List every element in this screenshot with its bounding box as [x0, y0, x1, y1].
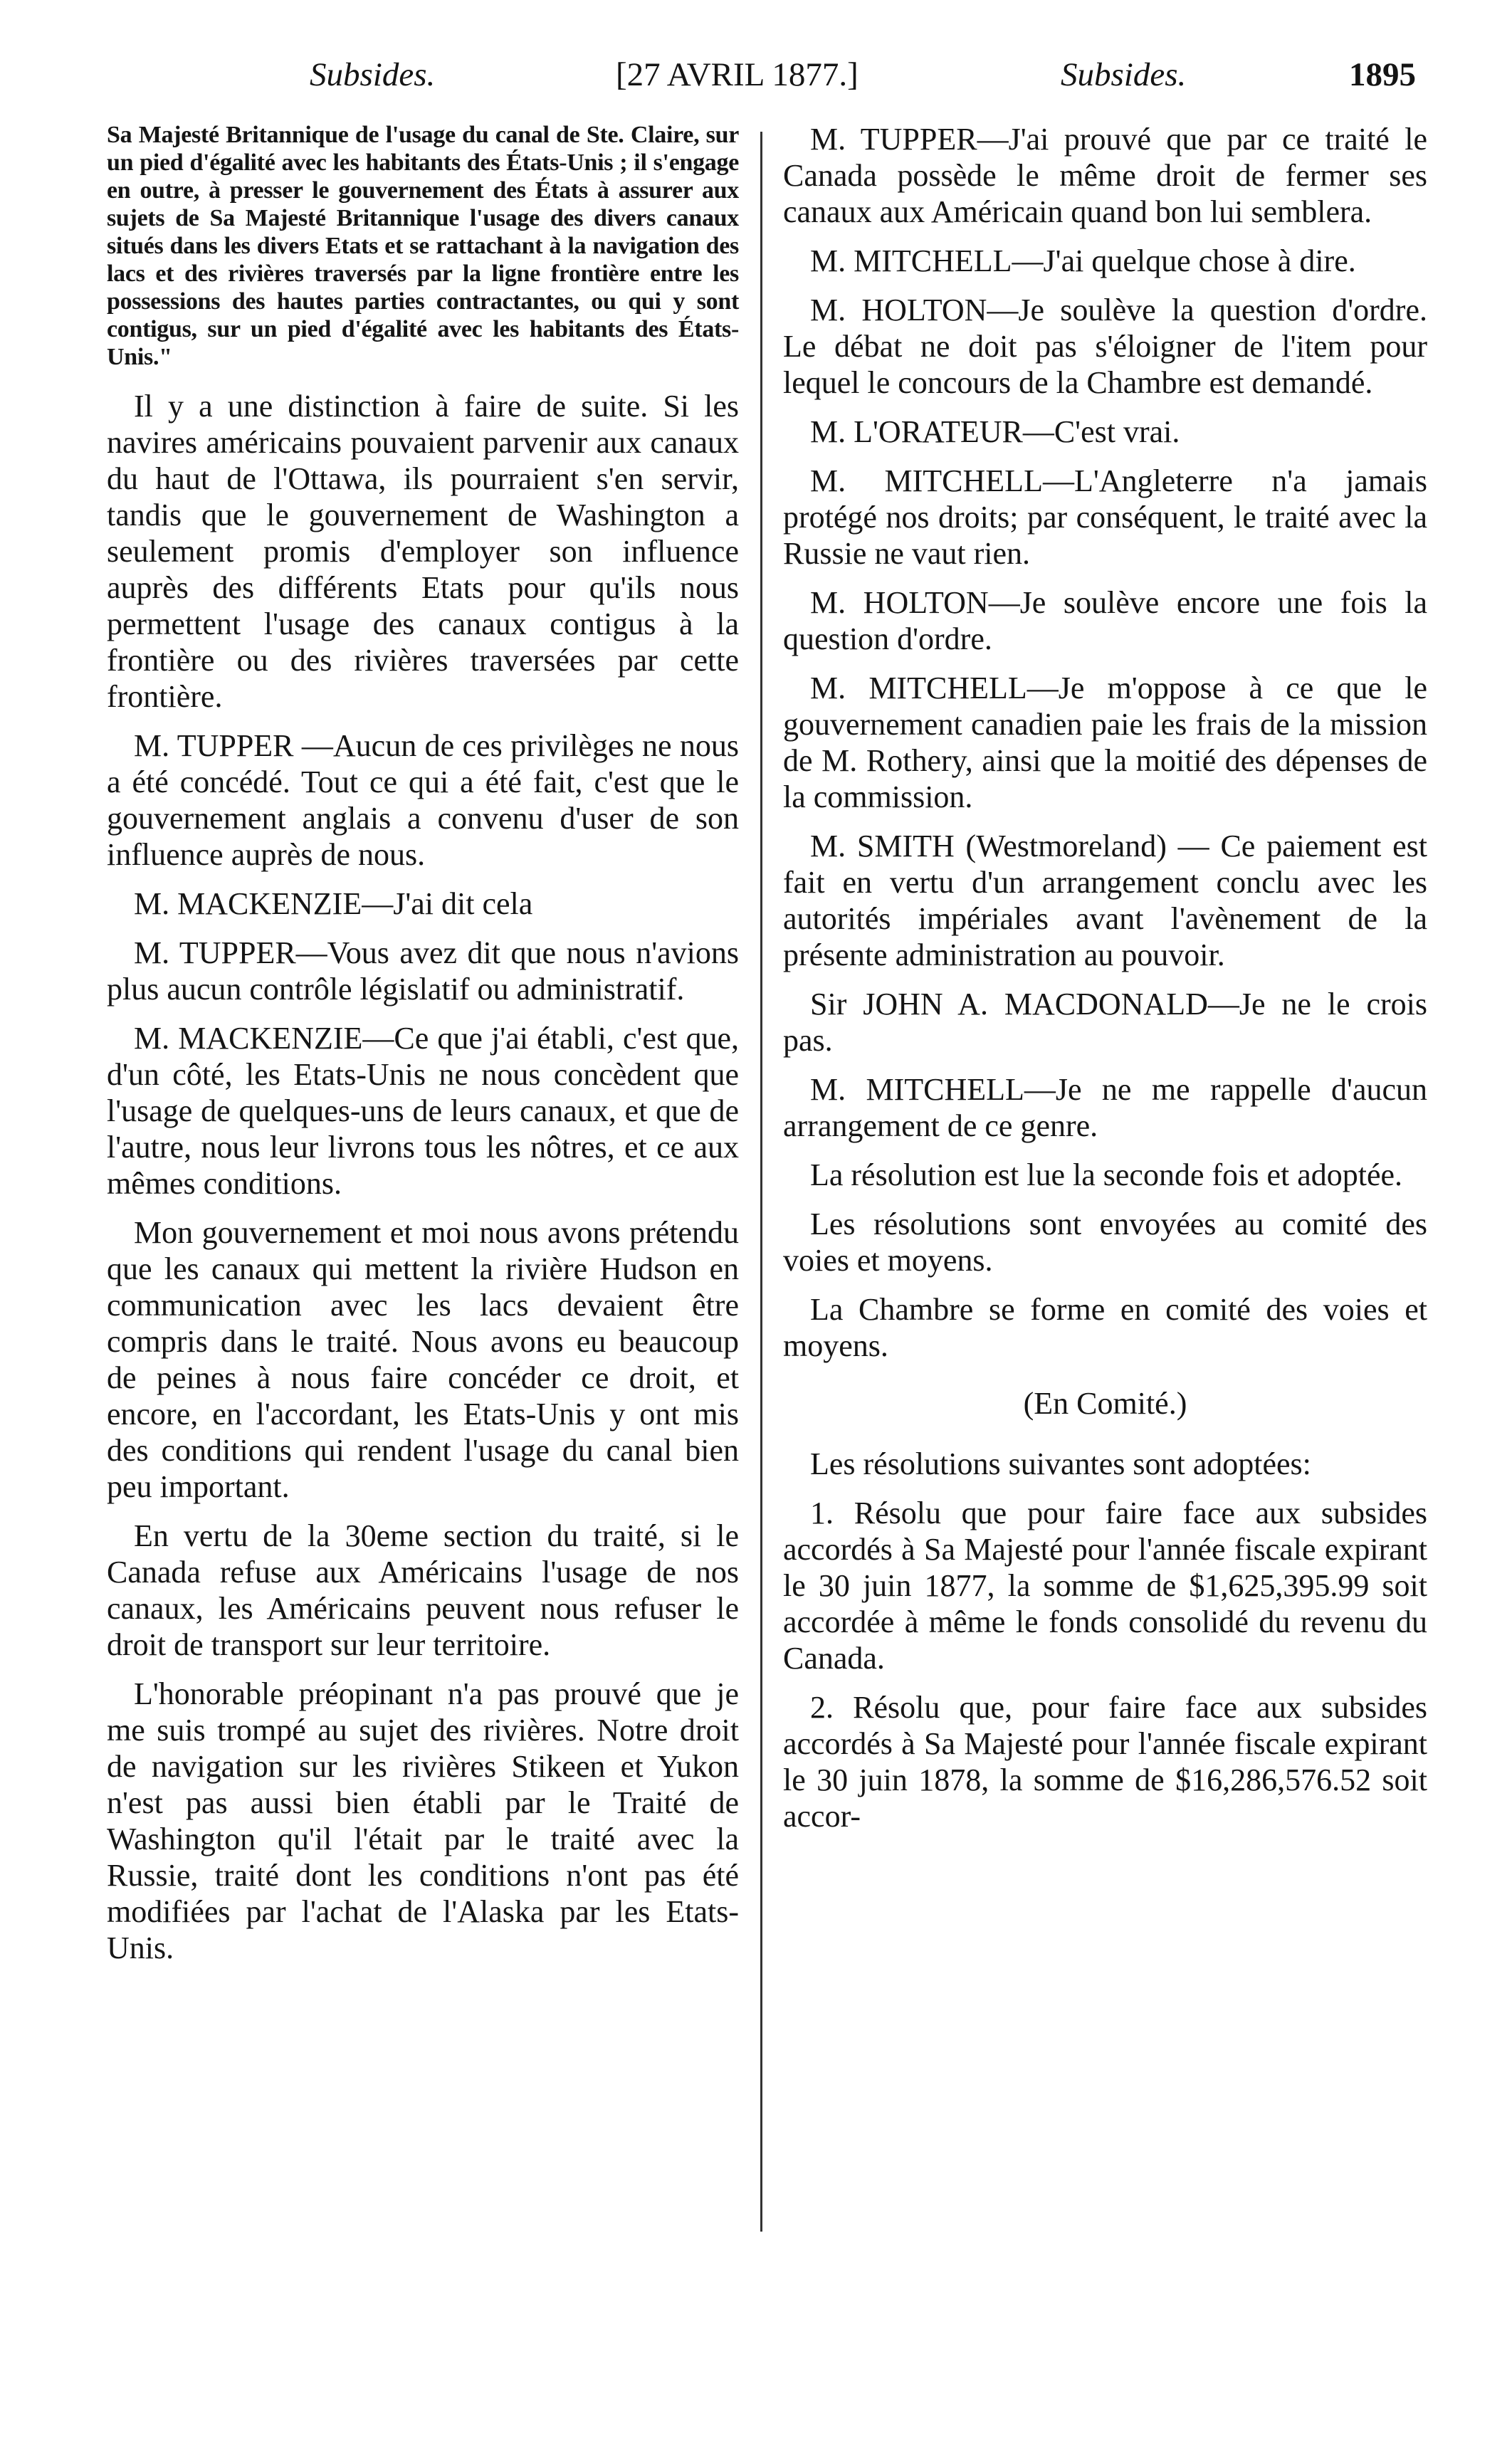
paragraph: M. MITCHELL—L'Angleterre n'a jamais protégé nos droits; par conséquent, le traité avec la Russie ne vaut rien. [783, 463, 1427, 571]
paragraph: M. TUPPER—Vous avez dit que nous n'avions plus aucun contrôle législatif ou administratif. [107, 935, 739, 1007]
paragraph: En vertu de la 30eme section du traité, si le Canada refuse aux Américains l'usage de nos canaux, les Américains peuvent nous refuser le droit de transport sur leur territoire. [107, 1518, 739, 1662]
right-column [783, 121, 1427, 1847]
paragraph: M. MACKENZIE—J'ai dit cela [134, 886, 533, 921]
paragraph: M. L'ORATEUR—C'est vrai. [810, 414, 1180, 449]
paragraph: Les résolutions sont envoyées au comité des voies et moyens. [783, 1207, 1427, 1278]
paragraph: M. MACKENZIE—Ce que j'ai établi, c'est que, d'un côté, les Etats-Unis ne nous concèdent que l'usage de quelques-uns de leurs canaux, et que de l'autre, nous leur livrons tous les nôtres, et ce aux mêmes conditions. [107, 1021, 739, 1201]
header-right-title: Subsides. [1061, 56, 1187, 93]
paragraph: M. MITCHELL—Je ne me rappelle d'aucun arrangement de ce genre. [783, 1072, 1427, 1143]
paragraph: M. TUPPER —Aucun de ces privilèges ne nous a été concédé. Tout ce qui a été fait, c'est que le gouvernement anglais a convenu d'user de son influence auprès de nous. [107, 728, 739, 872]
header-left-title: Subsides. [310, 56, 436, 93]
left-column [107, 121, 739, 1979]
paragraph: M. TUPPER—J'ai prouvé que par ce traité le Canada possède le même droit de fermer ses canaux aux Américain quand bon lui semblera. [783, 122, 1427, 229]
paragraph: Mon gouvernement et moi nous avons prétendu que les canaux qui mettent la rivière Hudson en communication avec les lacs devaient être compris dans le traité. Nous avons eu beaucoup de peines à nous faire concéder ce droit, et encore, en l'accordant, les Etats-Unis y ont mis des conditions qui rendent l'usage du canal bien peu important. [107, 1215, 739, 1504]
committee-heading: (En Comité.) [1023, 1386, 1187, 1421]
page-number: 1895 [1349, 56, 1416, 93]
column-divider [760, 132, 762, 2232]
paragraph: L'honorable préopinant n'a pas prouvé que je me suis trompé au sujet des rivières. Notre droit de navigation sur les rivières Stikeen et Yukon n'est pas aussi bien établi par le Traité de Washington qu'il l'était par le traité avec la Russie, traité dont les conditions n'ont pas été modifiées par l'achat de l'Alaska par les Etats-Unis. [107, 1676, 739, 1965]
resolution-item: 1. Résolu que pour faire face aux subsides accordés à Sa Majesté pour l'année fiscale expirant le 30 juin 1877, la somme de $1,625,395.99 soit accordée à même le fonds consolidé du revenu du Canada. [783, 1496, 1427, 1676]
paragraph: Il y a une distinction à faire de suite. Si les navires américains pouvaient parvenir aux canaux du haut de l'Ottawa, ils pourraient s'en servir, tandis que le gouvernement de Washington a seulement promis d'employer son influence auprès des différents Etats pour qu'ils nous permettent l'usage des canaux contigus à la frontière ou des rivières traversées par cette frontière. [107, 389, 739, 714]
header-date: [27 AVRIL 1877.] [616, 56, 859, 93]
treaty-quote: Sa Majesté Britannique de l'usage du canal de Ste. Claire, sur un pied d'égalité avec les habitants des États-Unis ; il s'engage en outre, à presser le gouvernement des États à assurer aux sujets de Sa Majesté Britannique l'usage des divers canaux situés dans les divers Etats et se rattachant à la navigation des lacs et des rivières traversés par la ligne frontière entre les possessions des hautes parties contractantes, ou qui y sont contigus, sur un pied d'égalité avec les habitants des États-Unis." [107, 122, 739, 370]
paragraph: La Chambre se forme en comité des voies et moyens. [783, 1292, 1427, 1363]
paragraph: M. MITCHELL—J'ai quelque chose à dire. [810, 243, 1356, 278]
resolution-item: 2. Résolu que, pour faire face aux subsides accordés à Sa Majesté pour l'année fiscale expirant le 30 juin 1878, la somme de $16,286,576.52 soit accor- [783, 1690, 1427, 1834]
paragraph: Sir JOHN A. MACDONALD—Je ne le crois pas. [783, 987, 1427, 1058]
paragraph: M. HOLTON—Je soulève encore une fois la question d'ordre. [783, 585, 1427, 656]
paragraph: M. MITCHELL—Je m'oppose à ce que le gouvernement canadien paie les frais de la mission de M. Rothery, ainsi que la moitié des dépenses de la commission. [783, 671, 1427, 814]
paragraph: M. HOLTON—Je soulève la question d'ordre. Le débat ne doit pas s'éloigner de l'item pour lequel le concours de la Chambre est demandé. [783, 293, 1427, 400]
paragraph: Les résolutions suivantes sont adoptées: [810, 1446, 1311, 1481]
page-header [0, 48, 1512, 98]
paragraph: M. SMITH (Westmoreland) — Ce paiement est fait en vertu d'un arrangement conclu avec les autorités impériales avant l'avènement de la présente administration au pouvoir. [783, 829, 1427, 972]
paragraph: La résolution est lue la seconde fois et adoptée. [810, 1157, 1403, 1192]
